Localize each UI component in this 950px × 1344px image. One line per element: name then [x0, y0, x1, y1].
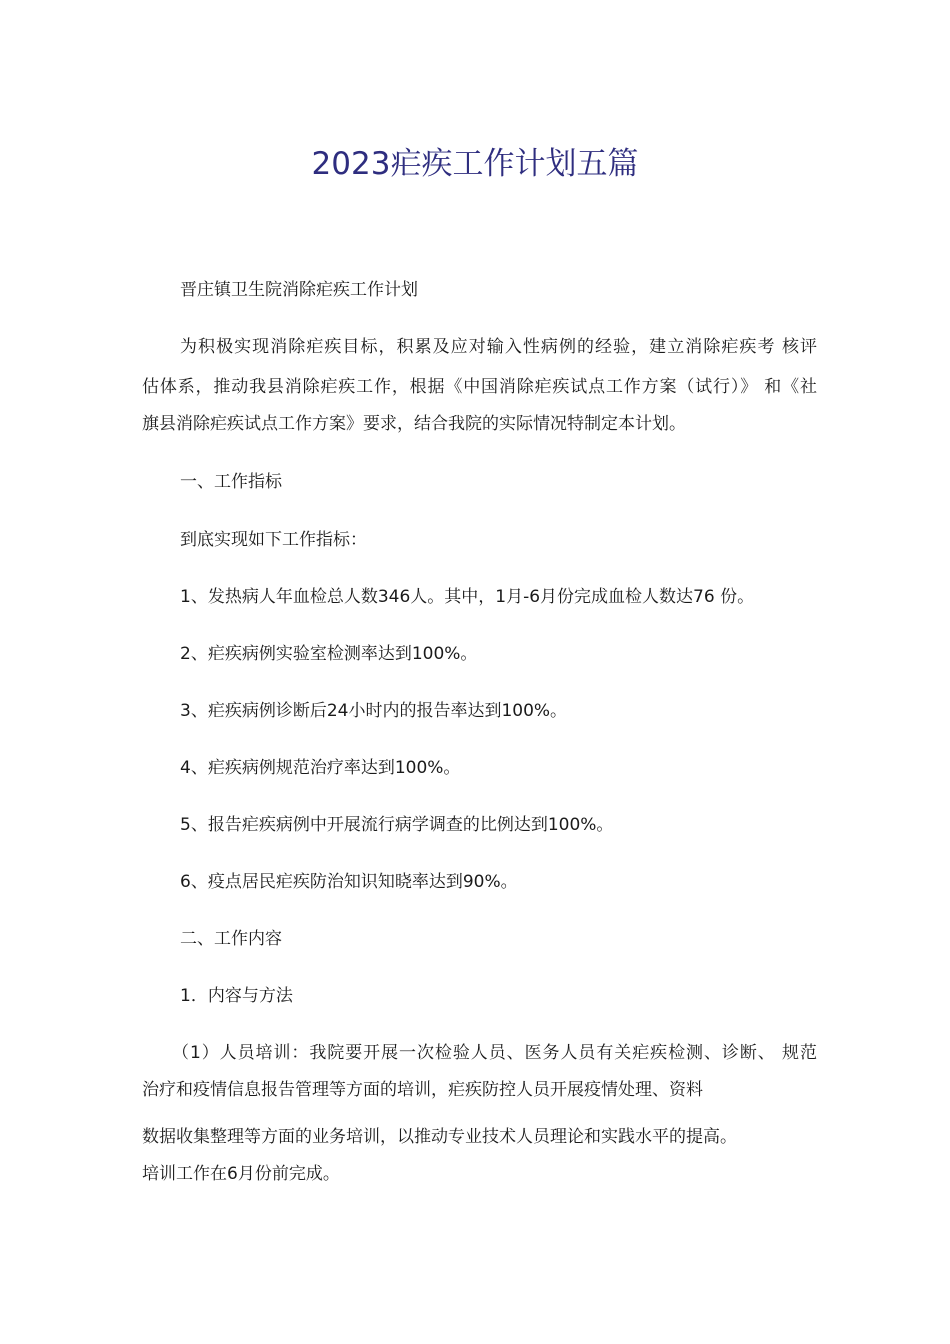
section-heading-1: 一、工作指标 — [180, 472, 282, 492]
section-heading-2: 二、工作内容 — [180, 929, 282, 949]
indicator-item-1: 1、发热病人年血检总人数346人。其中，1月-6月份完成血检人数达76 份。 — [180, 587, 755, 607]
training-line-2: 治疗和疫情信息报告管理等方面的培训，疟疾防控人员开展疫情处理、资料 — [142, 1080, 703, 1100]
intro-line-1: 为积极实现消除疟疾目标，积累及应对输入性病例的经验，建立消除疟疾考 核评 — [180, 337, 817, 357]
indicator-item-4: 4、疟疾病例规范治疗率达到100%。 — [180, 758, 461, 778]
intro-line-2: 估体系，推动我县消除疟疾工作，根据《中国消除疟疾试点工作方案（试行）》 和《社 — [142, 377, 817, 397]
document-title: 2023疟疾工作计划五篇 — [311, 146, 639, 182]
intro-line-3: 旗县消除疟疾试点工作方案》要求，结合我院的实际情况特制定本计划。 — [142, 414, 686, 434]
training-line-4: 培训工作在6月份前完成。 — [142, 1164, 340, 1184]
subsection-heading: 1．内容与方法 — [180, 986, 293, 1006]
indicator-item-5: 5、报告疟疾病例中开展流行病学调查的比例达到100%。 — [180, 815, 614, 835]
indicator-item-3: 3、疟疾病例诊断后24小时内的报告率达到100%。 — [180, 701, 568, 721]
training-line-1: （1）人员培训：我院要开展一次检验人员、医务人员有关疟疾检测、诊断、 规范 — [172, 1043, 817, 1063]
section-lead: 到底实现如下工作指标： — [180, 530, 367, 550]
indicator-item-2: 2、疟疾病例实验室检测率达到100%。 — [180, 644, 478, 664]
indicator-item-6: 6、疫点居民疟疾防治知识知晓率达到90%。 — [180, 872, 518, 892]
section-subtitle: 晋庄镇卫生院消除疟疾工作计划 — [180, 280, 418, 300]
training-line-3: 数据收集整理等方面的业务培训，以推动专业技术人员理论和实践水平的提高。 — [142, 1127, 737, 1147]
